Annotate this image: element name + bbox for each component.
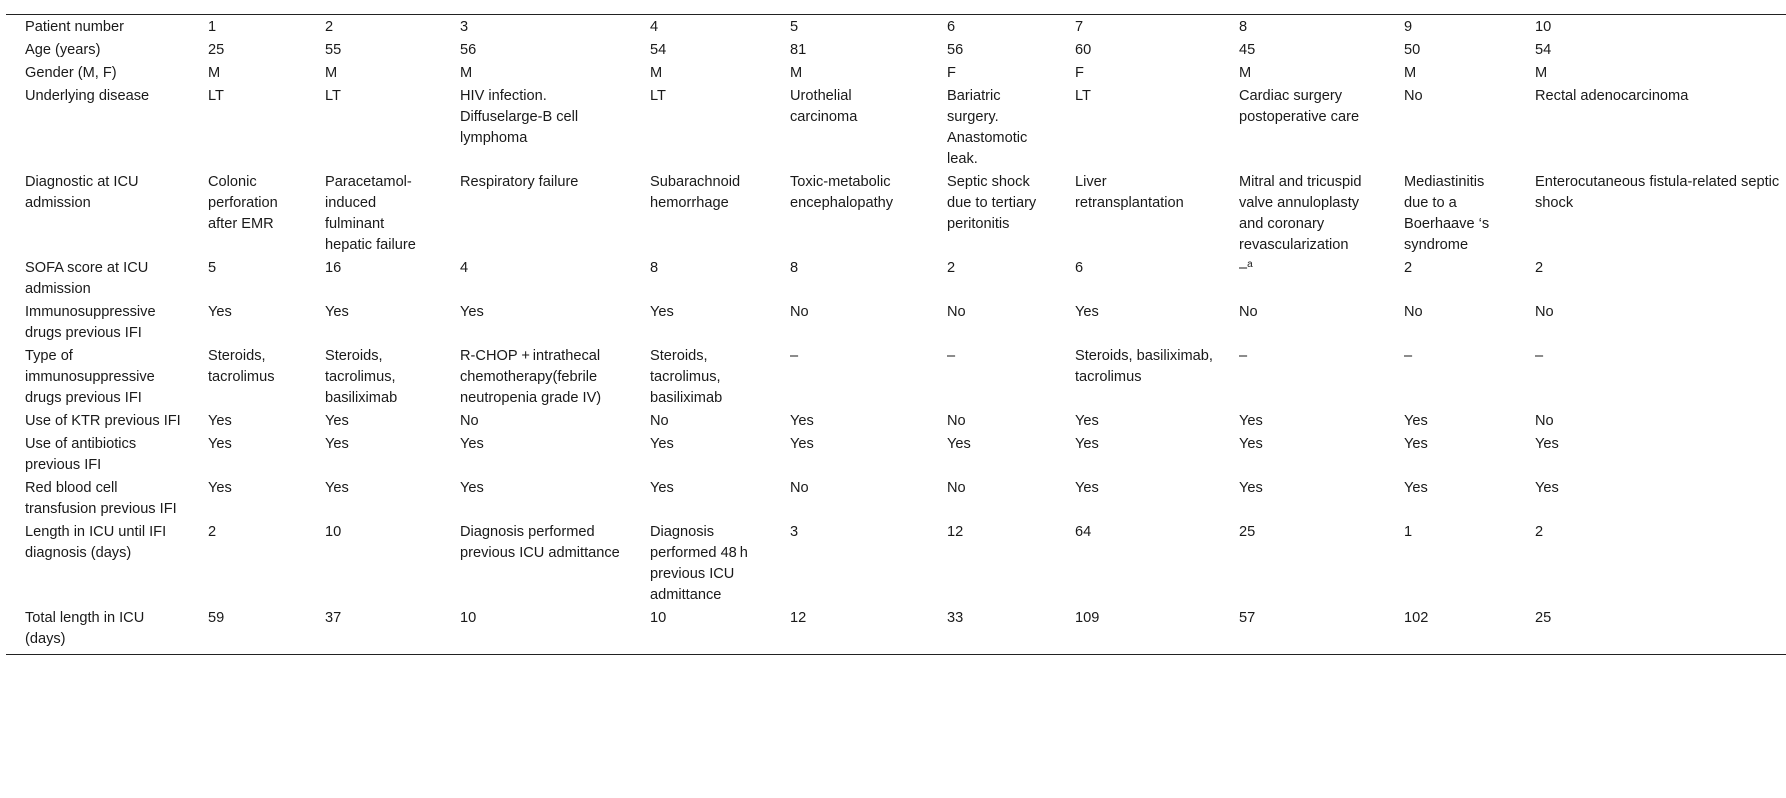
table-cell: Yes — [208, 413, 232, 429]
table-cell: 2 — [325, 19, 334, 35]
table-cell: 1 — [208, 19, 217, 35]
table-cell: No — [790, 304, 809, 320]
table-cell: Yes — [208, 304, 232, 320]
row-label: Underlying disease — [25, 88, 150, 104]
row-label: Type of immunosuppressive drugs previous IFI — [25, 348, 155, 406]
table-cell: 60 — [1075, 42, 1092, 58]
table-cell: 45 — [1239, 42, 1256, 58]
table-cell: Yes — [1239, 436, 1263, 452]
table-cell: 54 — [650, 42, 667, 58]
diagnostic-row — [6, 171, 1786, 257]
footnote-marker: a — [1247, 259, 1253, 270]
patient-number-row — [6, 15, 1786, 40]
table-cell: 8 — [790, 260, 799, 276]
table-cell: – — [790, 348, 799, 364]
table-cell: Yes — [1535, 480, 1559, 496]
table-cell: Diagnosis performed 48 h previous ICU admittance — [650, 524, 748, 603]
table-cell: 3 — [460, 19, 469, 35]
table-cell: Steroids, tacrolimus, basiliximab — [650, 348, 723, 406]
table-cell: – — [947, 348, 956, 364]
table-cell: Subarachnoid hemorrhage — [650, 174, 741, 211]
table-body — [6, 15, 1786, 655]
table-cell: No — [790, 480, 809, 496]
table-cell: Mediastinitis due to a Boerhaave ‘s syndrome — [1404, 174, 1490, 253]
table-cell: 5 — [790, 19, 799, 35]
row-label: Patient number — [25, 19, 124, 35]
immunosuppressive-drugs-row — [6, 301, 1786, 345]
table-cell: Yes — [1075, 304, 1099, 320]
table-cell: 12 — [790, 610, 807, 626]
row-label: Length in ICU until IFI diagnosis (days) — [25, 524, 167, 561]
table-cell: 5 — [208, 260, 217, 276]
table-cell: M — [650, 65, 663, 81]
table-cell: Yes — [1239, 413, 1263, 429]
table-cell: M — [790, 65, 803, 81]
table-cell: No — [1404, 304, 1423, 320]
table-cell: Yes — [1239, 480, 1263, 496]
row-label: Gender (M, F) — [25, 65, 117, 81]
table-cell: 10 — [1535, 19, 1552, 35]
table-cell: Yes — [460, 436, 484, 452]
table-cell: Respiratory failure — [460, 174, 579, 190]
row-label: Total length in ICU (days) — [25, 610, 145, 647]
table-cell: Yes — [1535, 436, 1559, 452]
table-cell: Yes — [650, 304, 674, 320]
table-cell: 2 — [208, 524, 217, 540]
table-cell: Yes — [460, 480, 484, 496]
table-cell: F — [1075, 65, 1084, 81]
table-cell: Yes — [650, 480, 674, 496]
table-cell: Bariatric surgery. Anastomotic leak. — [947, 88, 1028, 167]
total-icu-length-row — [6, 607, 1786, 655]
patient-table-container — [6, 14, 1780, 655]
table-cell: 81 — [790, 42, 807, 58]
table-cell: Steroids, tacrolimus, basiliximab — [325, 348, 398, 406]
table-cell: 37 — [325, 610, 342, 626]
table-cell: 56 — [947, 42, 964, 58]
patient-characteristics-table — [6, 14, 1786, 655]
table-cell: Paracetamol-induced fulminant hepatic failure — [325, 174, 416, 253]
table-cell: Enterocutaneous fistula-related septic shock — [1535, 174, 1780, 211]
icu-length-until-diagnosis-row — [6, 521, 1786, 607]
row-label: Diagnostic at ICU admission — [25, 174, 139, 211]
table-cell: 55 — [325, 42, 342, 58]
table-cell: 16 — [325, 260, 342, 276]
table-cell: R-CHOP + intrathecal chemotherapy(febrile neutropenia grade IV) — [460, 348, 602, 406]
table-cell: Yes — [1075, 480, 1099, 496]
table-cell: LT — [208, 88, 224, 104]
table-cell: 59 — [208, 610, 225, 626]
table-cell: No — [1239, 304, 1258, 320]
table-cell: No — [947, 413, 966, 429]
table-cell: F — [947, 65, 956, 81]
table-cell: 54 — [1535, 42, 1552, 58]
table-cell: 8 — [1239, 19, 1248, 35]
table-cell: Yes — [460, 304, 484, 320]
row-label: Use of KTR previous IFI — [25, 413, 181, 429]
row-label: Use of antibiotics previous IFI — [25, 436, 137, 473]
table-cell: – — [1404, 348, 1413, 364]
table-cell: Colonic perforation after EMR — [208, 174, 278, 232]
table-cell: No — [1404, 88, 1423, 104]
table-cell: No — [460, 413, 479, 429]
table-cell: Yes — [790, 413, 814, 429]
table-cell: 9 — [1404, 19, 1413, 35]
table-cell: 4 — [460, 260, 469, 276]
table-cell: 4 — [650, 19, 659, 35]
table-cell: Toxic-metabolic encephalopathy — [790, 174, 894, 211]
table-cell: 57 — [1239, 610, 1256, 626]
table-cell: LT — [325, 88, 341, 104]
table-cell: LT — [1075, 88, 1091, 104]
row-label: Red blood cell transfusion previous IFI — [25, 480, 177, 517]
table-cell: Yes — [1404, 480, 1428, 496]
table-cell: Steroids, basiliximab, tacrolimus — [1075, 348, 1213, 385]
table-cell: 6 — [1075, 260, 1084, 276]
table-cell: 3 — [790, 524, 799, 540]
gender-row — [6, 62, 1786, 85]
table-cell: Cardiac surgery postoperative care — [1239, 88, 1360, 125]
table-cell: M — [1404, 65, 1417, 81]
antibiotics-use-row — [6, 433, 1786, 477]
table-cell: M — [1239, 65, 1252, 81]
row-label: SOFA score at ICU admission — [25, 260, 149, 297]
table-cell: M — [208, 65, 221, 81]
table-cell: 12 — [947, 524, 964, 540]
table-cell: No — [947, 304, 966, 320]
table-cell — [1220, 257, 1385, 301]
underlying-disease-row — [6, 85, 1786, 171]
table-cell: 2 — [1404, 260, 1413, 276]
table-cell: 109 — [1075, 610, 1100, 626]
table-cell: M — [1535, 65, 1548, 81]
table-cell: 56 — [460, 42, 477, 58]
table-cell: Yes — [208, 480, 232, 496]
table-cell: HIV infection. Diffuselarge-B cell lymphoma — [460, 88, 579, 146]
table-cell: No — [1535, 413, 1554, 429]
table-cell: 2 — [1535, 524, 1544, 540]
table-cell: 25 — [1239, 524, 1256, 540]
table-cell: 7 — [1075, 19, 1084, 35]
table-cell: 50 — [1404, 42, 1421, 58]
table-cell: 102 — [1404, 610, 1429, 626]
table-cell: Yes — [325, 304, 349, 320]
table-cell: Yes — [208, 436, 232, 452]
table-cell: Yes — [790, 436, 814, 452]
table-cell: M — [325, 65, 338, 81]
table-cell: 10 — [460, 610, 477, 626]
cell-value: – — [1239, 260, 1248, 276]
table-cell: Mitral and tricuspid valve annuloplasty and coronary revascularization — [1239, 174, 1362, 253]
row-label: Immunosuppressive drugs previous IFI — [25, 304, 156, 341]
table-cell: – — [1239, 348, 1248, 364]
table-cell: Yes — [1075, 413, 1099, 429]
table-cell: Yes — [947, 436, 971, 452]
age-row — [6, 39, 1786, 62]
table-cell: 10 — [325, 524, 342, 540]
table-cell: M — [460, 65, 473, 81]
table-cell: No — [1535, 304, 1554, 320]
table-cell: 6 — [947, 19, 956, 35]
table-cell: Urothelial carcinoma — [790, 88, 858, 125]
table-cell: 10 — [650, 610, 667, 626]
table-cell: Yes — [325, 480, 349, 496]
table-cell: 25 — [208, 42, 225, 58]
table-cell: Yes — [325, 413, 349, 429]
table-cell: – — [1535, 348, 1544, 364]
ktr-use-row — [6, 410, 1786, 433]
table-cell: Yes — [1404, 413, 1428, 429]
table-cell: 1 — [1404, 524, 1413, 540]
table-cell: Liver retransplantation — [1075, 174, 1184, 211]
table-cell: Septic shock due to tertiary peritonitis — [947, 174, 1037, 232]
transfusion-row — [6, 477, 1786, 521]
table-cell: 2 — [1535, 260, 1544, 276]
table-cell: Rectal adenocarcinoma — [1535, 88, 1689, 104]
table-cell: Steroids, tacrolimus — [208, 348, 275, 385]
table-cell: 25 — [1535, 610, 1552, 626]
table-cell: Yes — [1075, 436, 1099, 452]
table-cell: 8 — [650, 260, 659, 276]
immunosuppressive-type-row — [6, 345, 1786, 410]
table-cell: 2 — [947, 260, 956, 276]
row-label: Age (years) — [25, 42, 101, 58]
table-cell: Diagnosis performed previous ICU admittance — [460, 524, 620, 561]
table-cell: Yes — [325, 436, 349, 452]
table-cell: 33 — [947, 610, 964, 626]
sofa-score-row — [6, 257, 1786, 301]
table-cell: No — [947, 480, 966, 496]
table-cell: LT — [650, 88, 666, 104]
table-cell: Yes — [1404, 436, 1428, 452]
table-cell: No — [650, 413, 669, 429]
table-cell: Yes — [650, 436, 674, 452]
table-cell: 64 — [1075, 524, 1092, 540]
